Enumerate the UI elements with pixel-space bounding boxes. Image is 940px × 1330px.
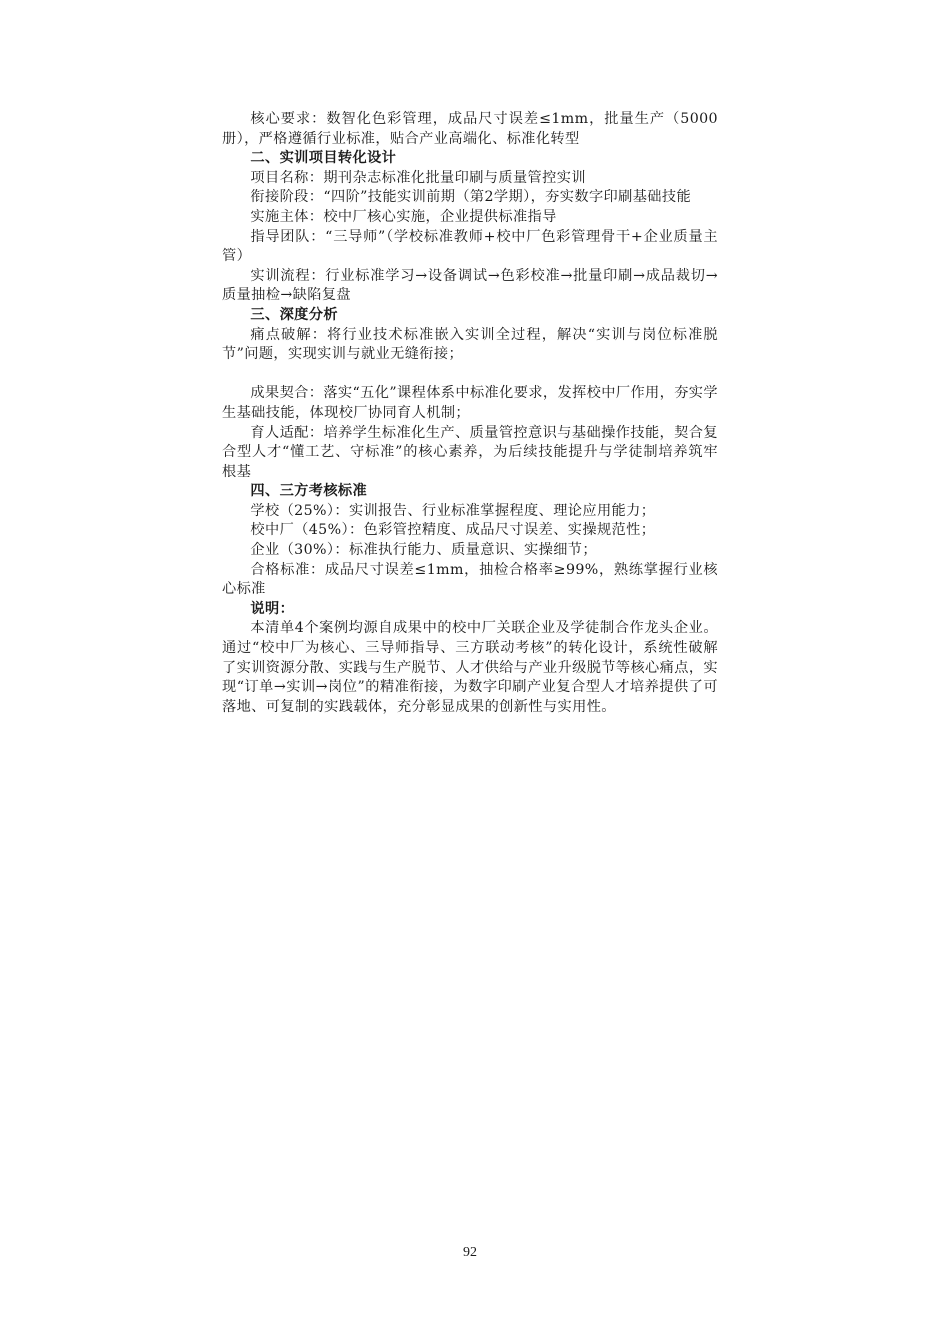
- paragraph-core-requirements: 核心要求：数智化色彩管理，成品尺寸误差≤1mm，批量生产（5000册），严格遵循行业标准，贴合产业高端化、标准化转型: [222, 111, 718, 147]
- paragraph-factory-weight: 校中厂（45%）：色彩管控精度、成品尺寸误差、实操规范性；: [250, 522, 656, 539]
- heading-section-3: 三、深度分析: [250, 306, 338, 323]
- paragraph-enterprise-weight: 企业（30%）：标准执行能力、质量意识、实操细节；: [250, 542, 597, 559]
- paragraph-school-weight: 学校（25%）：实训报告、行业标准掌握程度、理论应用能力；: [250, 502, 656, 519]
- paragraph-outcome-fit: 成果契合：落实“五化”课程体系中标准化要求，发挥校中厂作用，夯实学生基础技能，体现校厂协同育人机制；: [222, 385, 718, 421]
- paragraph-note-body: 本清单4个案例均源自成果中的校中厂关联企业及学徒制合作龙头企业。通过“校中厂为核心、三导师指导、三方联动考核”的转化设计，系统性破解了实训资源分散、实践与生产脱节、人才供给与产业升级脱节等核心痛点，实现“订单→实训→岗位”的精准衔接，为数字印刷产业复合型人才培养提供了可落地、可复制的实践载体，充分彰显成果的创新性与实用性。: [222, 620, 718, 715]
- paragraph-education-fit: 育人适配：培养学生标准化生产、质量管控意识与基础操作技能，契合复合型人才“懂工艺、守标准”的核心素养，为后续技能提升与学徒制培养筑牢根基: [222, 424, 718, 480]
- paragraph-project-name: 项目名称：期刊杂志标准化批量印刷与质量管控实训: [250, 169, 586, 186]
- heading-section-4: 四、三方考核标准: [250, 483, 368, 500]
- heading-section-2: 二、实训项目转化设计: [250, 150, 397, 167]
- paragraph-process: 实训流程：行业标准学习→设备调试→色彩校准→批量印刷→成品裁切→质量抽检→缺陷复盘: [222, 267, 718, 304]
- page-number: 92: [463, 1245, 477, 1260]
- paragraph-team: 指导团队：“三导师”（学校标准教师+校中厂色彩管理骨干+企业质量主管）: [222, 228, 718, 265]
- paragraph-stage: 衔接阶段：“四阶”技能实训前期（第2学期），夯实数字印刷基础技能: [250, 189, 692, 206]
- document-body: [222, 110, 718, 717]
- heading-note: 说明：: [250, 600, 295, 617]
- paragraph-pass-standard: 合格标准：成品尺寸误差≤1mm，抽检合格率≥99%，熟练掌握行业核心标准: [222, 561, 718, 598]
- paragraph-implementer: 实施主体：校中厂核心实施，企业提供标准指导: [250, 208, 557, 225]
- blank-line: [222, 365, 718, 385]
- paragraph-pain-points: 痛点破解：将行业技术标准嵌入实训全过程，解决“实训与岗位标准脱节”问题，实现实训与就业无缝衔接；: [222, 326, 718, 363]
